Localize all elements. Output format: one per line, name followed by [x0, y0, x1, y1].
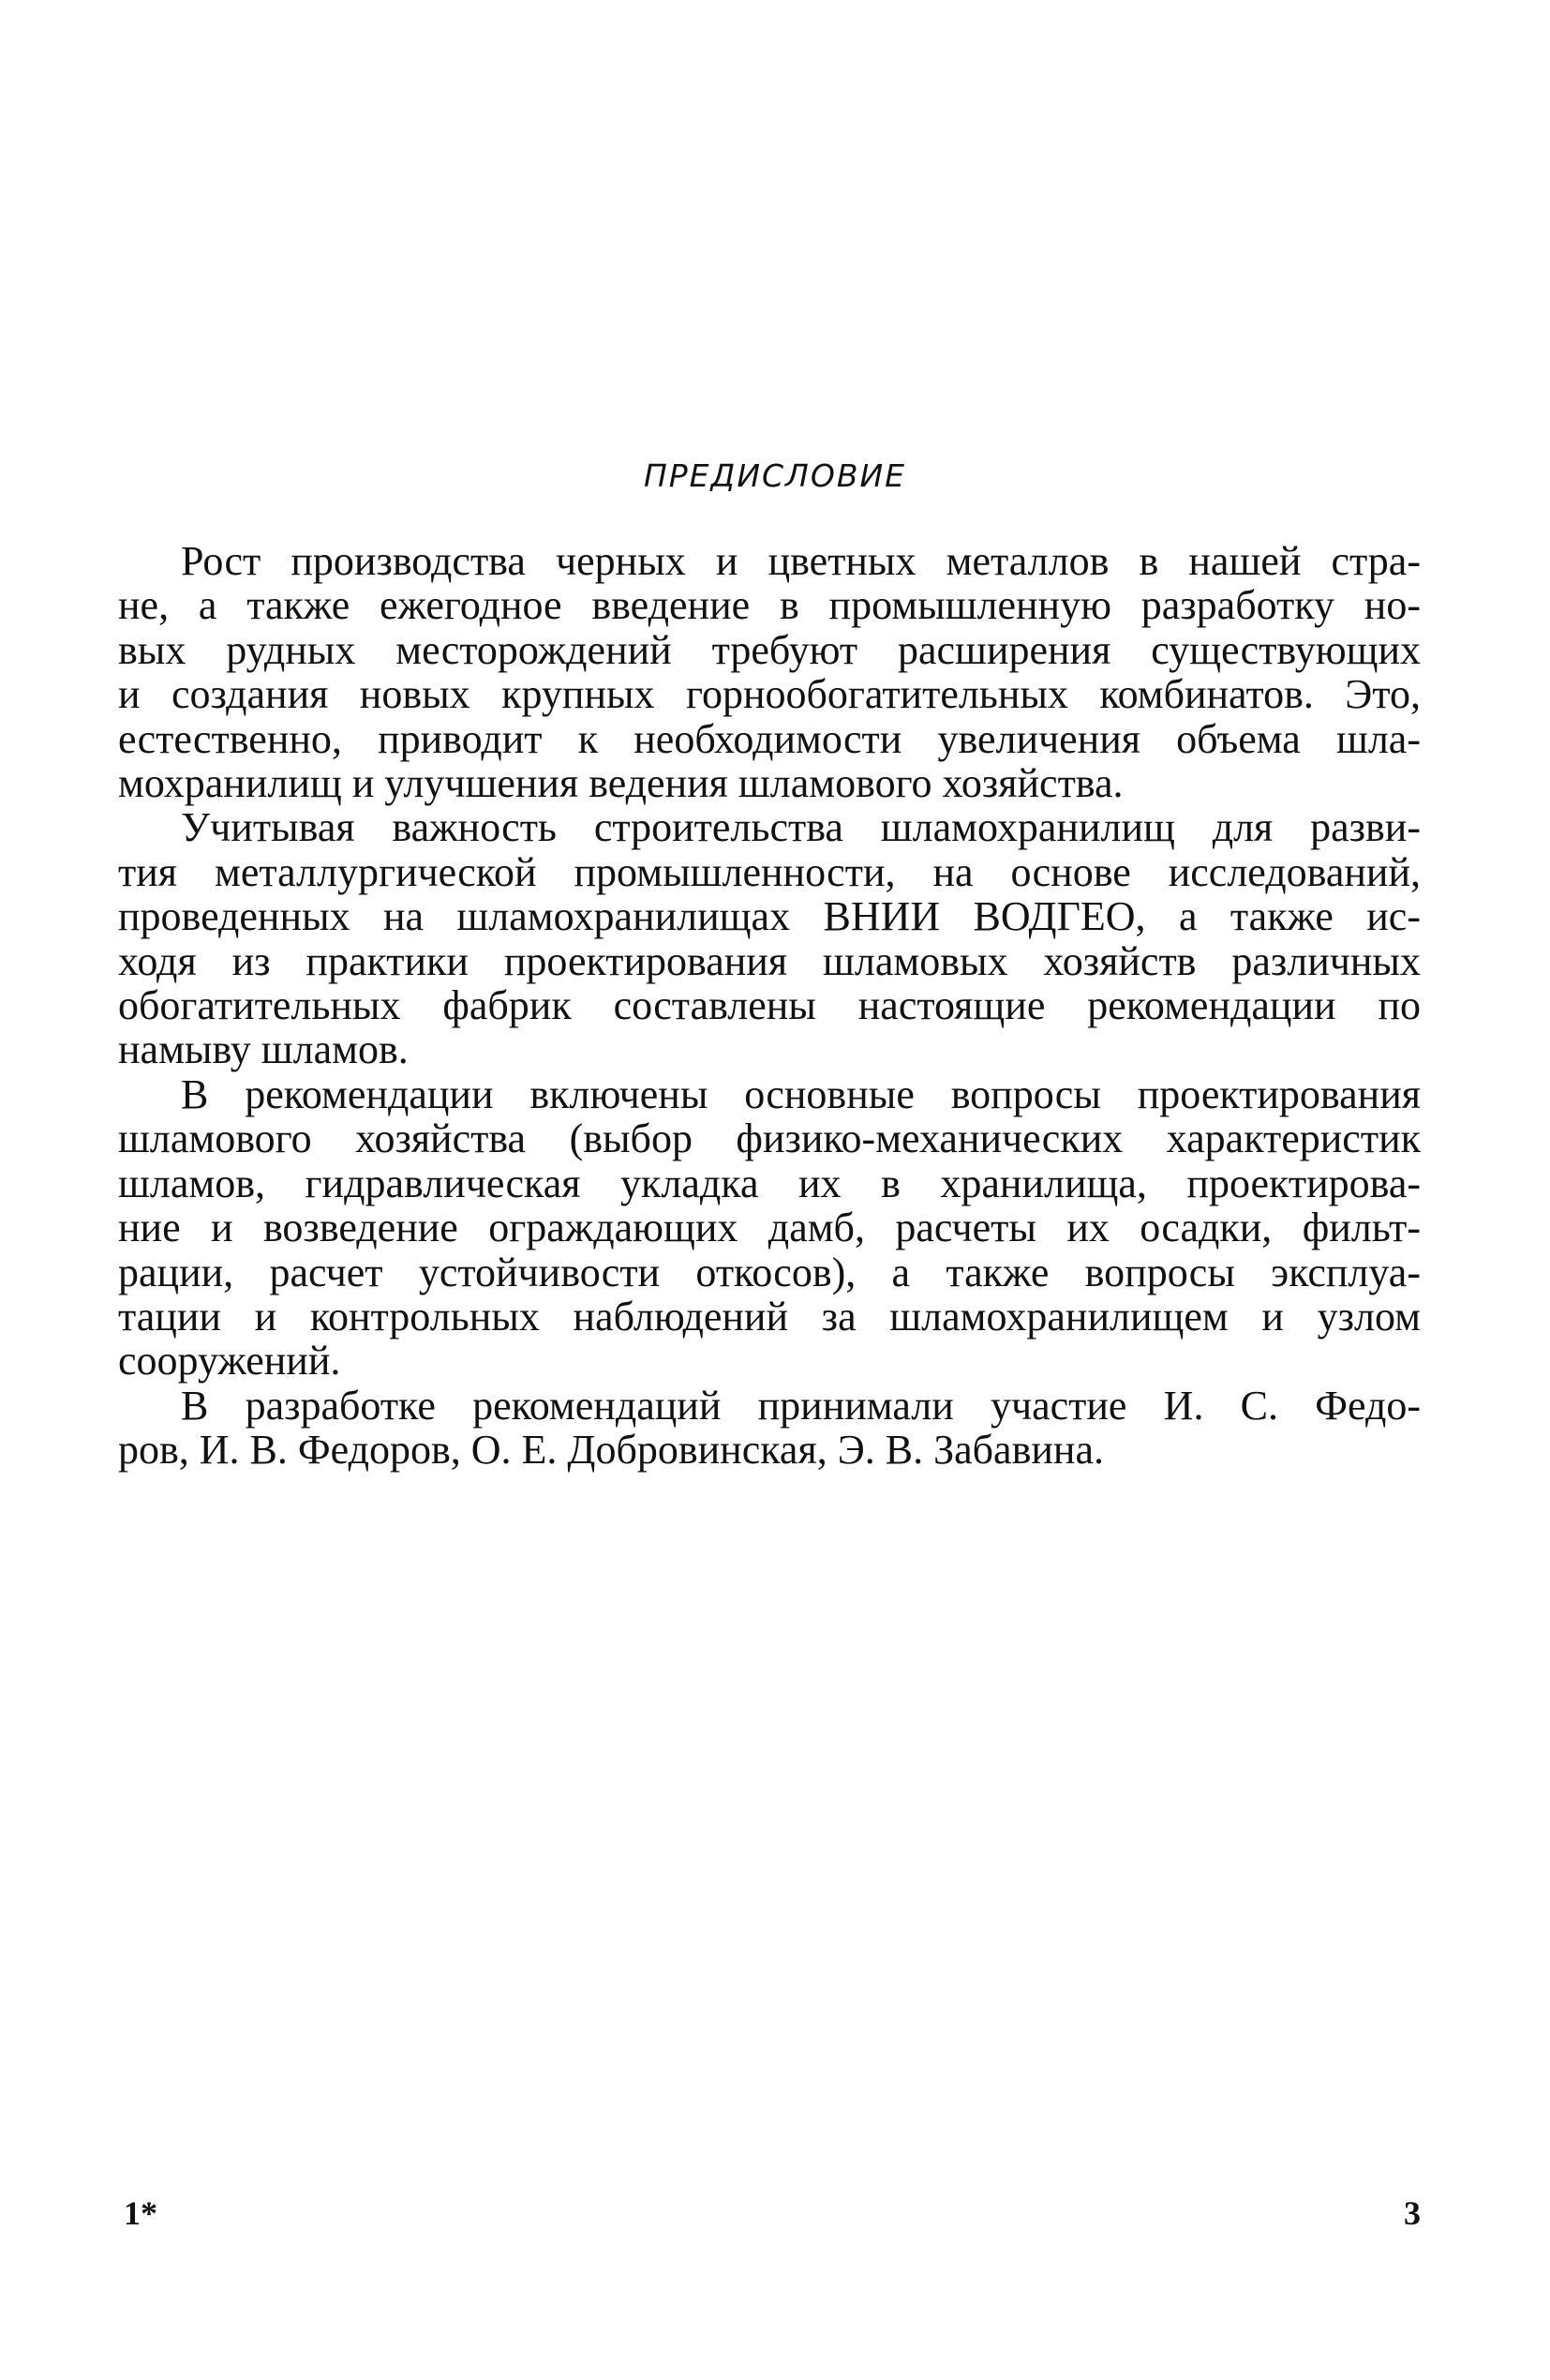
text-line: Учитывая важность строительства шламохранилищ для разви-	[181, 804, 1421, 851]
text-line: шламового хозяйства (выбор физико-механических характеристик	[118, 1115, 1421, 1162]
text-line: естественно, приводит к необходимости увеличения объема шла-	[118, 715, 1421, 762]
text-line: шламов, гидравлическая укладка их в хранилища, проектирова-	[118, 1160, 1421, 1206]
text-line: тации и контрольных наблюдений за шламохранилищем и узлом	[118, 1293, 1421, 1340]
text-line: ние и возведение ограждающих дамб, расчеты их осадки, фильт-	[118, 1205, 1421, 1251]
text-line: намыву шламов.	[118, 1026, 409, 1073]
signature-mark: 1*	[124, 2194, 157, 2232]
paragraph	[118, 1384, 1421, 1473]
text-line: рации, расчет устойчивости откосов), а также вопросы эксплуа-	[118, 1249, 1421, 1295]
body-text	[118, 539, 1421, 1473]
paragraph	[118, 1072, 1421, 1384]
text-line: проведенных на шламохранилищах ВНИИ ВОДГЕО, а также ис-	[118, 893, 1421, 940]
text-line: обогатительных фабрик составлены настоящие рекомендации по	[118, 982, 1421, 1029]
text-line: вых рудных месторождений требуют расширения существующих	[118, 626, 1421, 673]
text-line: ров, И. В. Федоров, О. Е. Добровинская, Э. В. Забавина.	[118, 1427, 1104, 1474]
text-line: В рекомендации включены основные вопросы проектирования	[181, 1070, 1421, 1117]
text-line: Рост производства черных и цветных металлов в нашей стра-	[181, 538, 1421, 584]
page-title: ПРЕДИСЛОВИЕ	[643, 457, 907, 494]
text-line: и создания новых крупных горнообогатительных комбинатов. Это,	[118, 671, 1421, 718]
text-line: ходя из практики проектирования шламовых хозяйств различных	[118, 937, 1421, 984]
text-line: мохранилищ и улучшения ведения шламового хозяйства.	[118, 760, 1124, 807]
text-line: В разработке рекомендаций принимали участие И. С. Федо-	[181, 1382, 1421, 1429]
paragraph	[118, 539, 1421, 805]
paragraph	[118, 805, 1421, 1071]
page-number: 3	[1404, 2194, 1421, 2232]
text-line: тия металлургической промышленности, на основе исследований,	[118, 848, 1421, 895]
text-line: сооружений.	[118, 1338, 341, 1385]
text-line: не, а также ежегодное введение в промышленную разработку но-	[118, 582, 1421, 629]
